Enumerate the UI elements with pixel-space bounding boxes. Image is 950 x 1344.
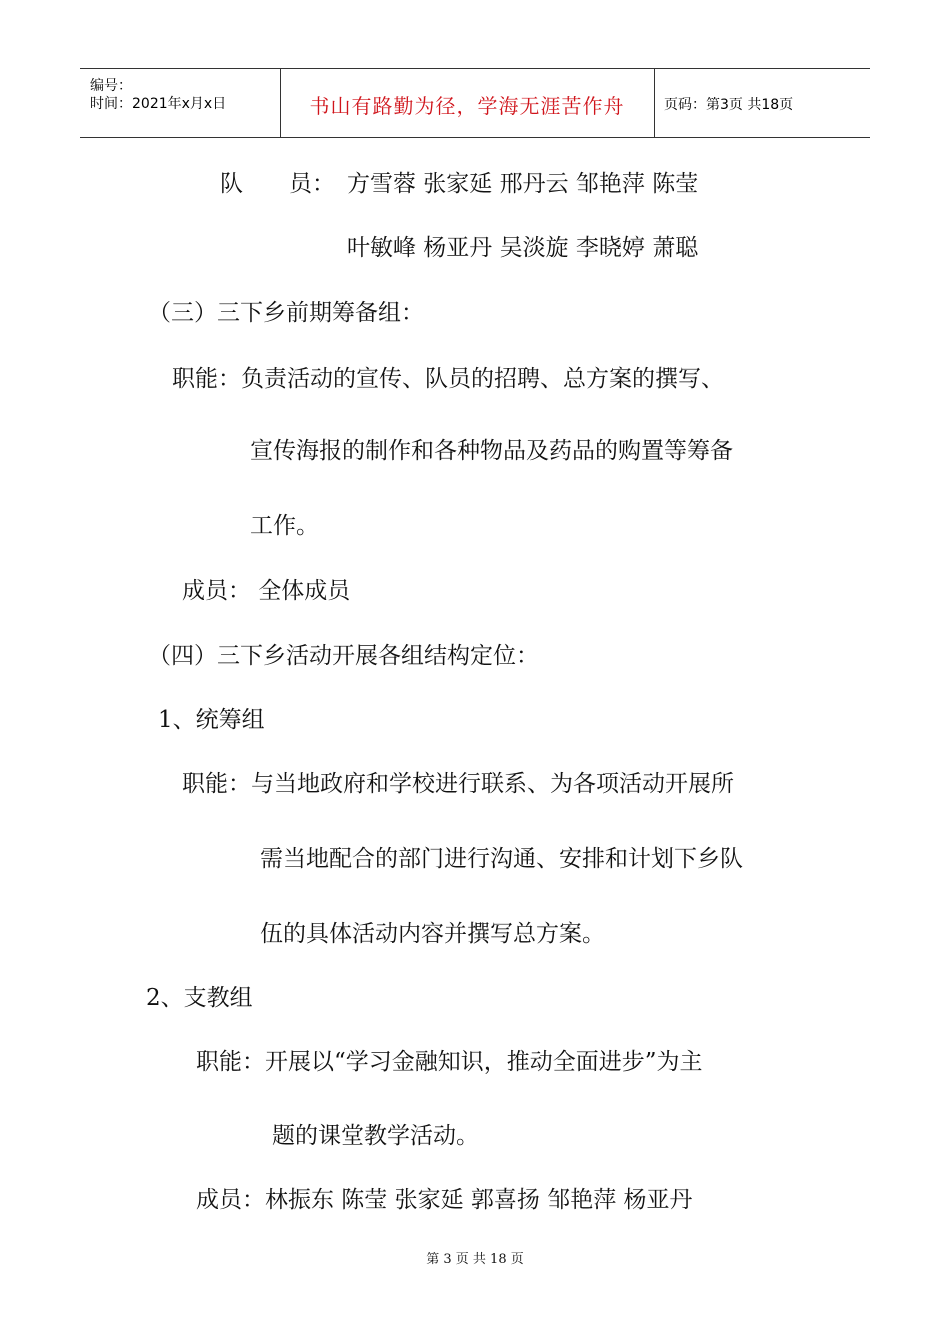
header-motto: 书山有路勤为径，学海无涯苦作舟 xyxy=(309,94,625,118)
group-2-duty-line-1: 职能：开展以“学习金融知识，推动全面进步”为主 xyxy=(196,1049,703,1075)
section-4-title: （四）三下乡活动开展各组结构定位： xyxy=(148,643,539,669)
section-3-members: 成员： 全体成员 xyxy=(182,578,351,604)
header-left-cell xyxy=(80,69,281,137)
group-1-duty-line-1: 职能：与当地政府和学校进行联系、为各项活动开展所 xyxy=(182,771,734,797)
header-motto-cell xyxy=(280,69,655,137)
serial-label: 编号： xyxy=(90,78,132,94)
section-3-title: （三）三下乡前期筹备组： xyxy=(148,300,424,326)
group-2-title: 2、支教组 xyxy=(146,985,253,1011)
time-label: 时间：2021年x月x日 xyxy=(90,96,227,112)
section-3-duty-line-1: 职能：负责活动的宣传、队员的招聘、总方案的撰写、 xyxy=(172,366,724,392)
section-3-duty-line-2: 宣传海报的制作和各种物品及药品的购置等筹备 xyxy=(250,438,733,464)
section-3-duty-line-3: 工作。 xyxy=(250,513,319,539)
page-footer: 第 3 页 共 18 页 xyxy=(426,1252,524,1267)
group-2-duty-line-2: 题的课堂教学活动。 xyxy=(272,1123,479,1149)
group-1-duty-line-3: 伍的具体活动内容并撰写总方案。 xyxy=(260,921,605,947)
document-header xyxy=(80,68,870,138)
members-row-2: 叶敏峰 杨亚丹 吴淡旋 李晓婷 萧聪 xyxy=(347,235,699,261)
members-label: 队 员： xyxy=(220,171,335,197)
header-page-info: 页码：第3页 共18页 xyxy=(664,97,794,113)
group-2-members: 成员：林振东 陈莹 张家延 郭喜扬 邹艳萍 杨亚丹 xyxy=(196,1187,693,1213)
group-1-duty-line-2: 需当地配合的部门进行沟通、安排和计划下乡队 xyxy=(260,846,743,872)
header-right-cell xyxy=(654,69,870,137)
members-row-1: 方雪蓉 张家延 邢丹云 邹艳萍 陈莹 xyxy=(347,171,699,197)
group-1-title: 1、统筹组 xyxy=(158,707,265,733)
